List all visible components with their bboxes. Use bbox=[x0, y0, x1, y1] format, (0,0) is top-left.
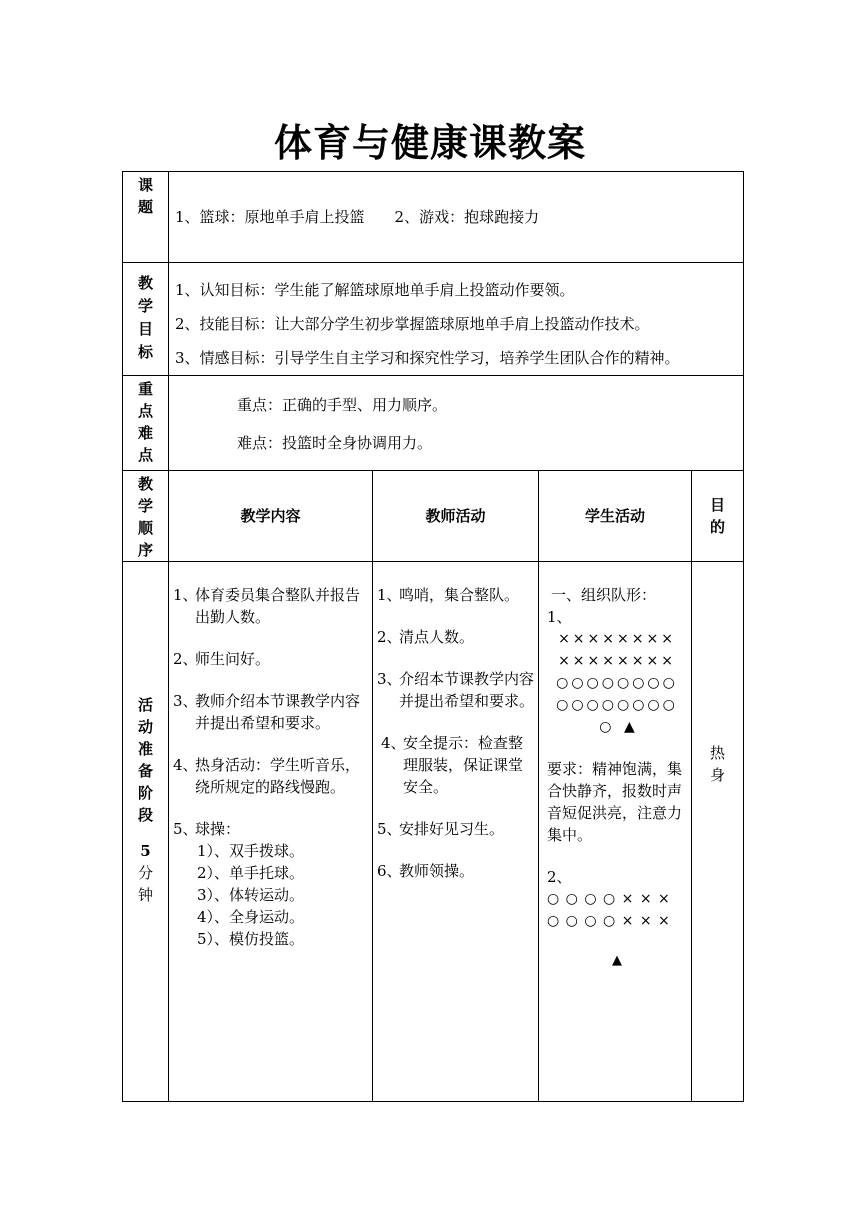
teacher-item: 1、 鸣哨，集合整队。 bbox=[377, 586, 520, 604]
header-content: 教学内容 bbox=[169, 471, 373, 562]
goal-affective: 3、情感目标：引导学生自主学习和探究性学习，培养学生团队合作的精神。 bbox=[175, 349, 680, 367]
topic-row bbox=[123, 172, 744, 263]
order-label: 教 学 顺 序 bbox=[123, 471, 169, 562]
teacher-item: 2、 清点人数。 bbox=[377, 628, 475, 646]
student-sub2: 2、 bbox=[547, 868, 572, 886]
content-item: 5、 球操： bbox=[173, 820, 241, 838]
formation-line: ○○○○○○○○ bbox=[556, 697, 678, 713]
formation-line: ○ ▲ bbox=[599, 719, 635, 735]
content-item: 3、 教师介绍本节课教学内容并提出希望和要求。 bbox=[173, 692, 361, 732]
formation-line: ×××××××× bbox=[558, 653, 676, 669]
student-heading: 一、组织队形： bbox=[551, 586, 657, 604]
drill-item: 3）、体转运动。 bbox=[197, 886, 305, 904]
header-purpose: 目的 bbox=[692, 471, 744, 562]
goals-text bbox=[169, 263, 744, 376]
key-point: 重点：正确的手型、用力顺序。 bbox=[237, 396, 448, 414]
teacher-cell bbox=[373, 562, 539, 1102]
drill-item: 4）、全身运动。 bbox=[197, 908, 305, 926]
student-cell bbox=[539, 562, 692, 1102]
formation-line: ×××××××× bbox=[558, 631, 676, 647]
goal-cognitive: 1、认知目标：学生能了解篮球原地单手肩上投篮动作要领。 bbox=[175, 281, 575, 299]
student-sub1: 1、 bbox=[547, 608, 572, 626]
triangle-marker: ▲ bbox=[612, 953, 622, 968]
teacher-item: 3、 介绍本节课教学内容并提出希望和要求。 bbox=[377, 670, 535, 710]
content-item: 2、 师生问好。 bbox=[173, 650, 271, 668]
formation2-line: ○ ○ ○ ○ × × × bbox=[547, 891, 671, 907]
goals-label: 教 学 目 标 bbox=[123, 263, 169, 376]
drill-item: 2）、单手托球。 bbox=[197, 864, 305, 882]
stage-minutes: 5 bbox=[140, 842, 151, 860]
content-cell bbox=[169, 562, 373, 1102]
drill-item: 1）、双手拨球。 bbox=[197, 842, 305, 860]
formation2-line: ○ ○ ○ ○ × × × bbox=[547, 913, 671, 929]
topic-text: 1、篮球：原地单手肩上投篮 2、游戏：抱球跑接力 bbox=[169, 172, 744, 263]
teacher-item: 4、 安全提示：检查整理服装，保证课堂安全。 bbox=[381, 734, 524, 796]
stage-row bbox=[123, 562, 744, 1102]
keypoints-row bbox=[123, 376, 744, 471]
teacher-item: 6、 教师领操。 bbox=[377, 862, 475, 880]
lesson-plan-table bbox=[122, 171, 744, 1102]
formation-line: ○○○○○○○○ bbox=[556, 675, 678, 691]
stage-label: 活 动 准 备 阶 段 5 分 钟 bbox=[123, 562, 169, 1102]
purpose-cell: 热 身 bbox=[692, 562, 744, 1102]
goals-row bbox=[123, 263, 744, 376]
content-item: 4、 热身活动：学生听音乐，绕所规定的路线慢跑。 bbox=[173, 756, 361, 796]
page-title: 体育与健康课教案 bbox=[273, 120, 586, 165]
difficult-point: 难点：投篮时全身协调用力。 bbox=[237, 434, 433, 452]
header-student: 学生活动 bbox=[539, 471, 692, 562]
topic-label: 课 题 bbox=[123, 172, 169, 263]
keypoints-label: 重 点 难 点 bbox=[123, 376, 169, 471]
teacher-item: 5、 安排好见习生。 bbox=[377, 820, 505, 838]
order-header-row bbox=[123, 471, 744, 562]
goal-skill: 2、技能目标：让大部分学生初步掌握篮球原地单手肩上投篮动作技术。 bbox=[175, 315, 650, 333]
drill-item: 5）、模仿投篮。 bbox=[197, 930, 305, 948]
content-item: 1、 体育委员集合整队并报告出勤人数。 bbox=[173, 586, 361, 626]
keypoints-text bbox=[169, 376, 744, 471]
header-teacher: 教师活动 bbox=[373, 471, 539, 562]
student-requirement: 要求：精神饱满，集合快静齐，报数时声音短促洪亮，注意力集中。 bbox=[547, 760, 683, 844]
